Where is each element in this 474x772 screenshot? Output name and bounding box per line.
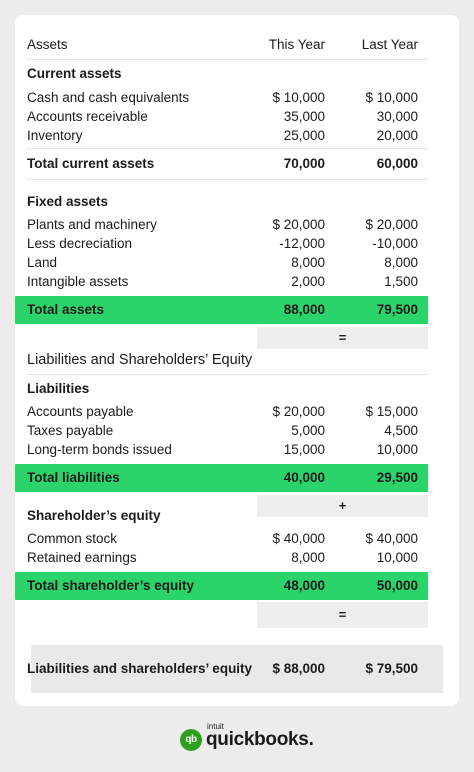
equals-operator: = <box>257 602 428 628</box>
last-year-value: $ 10,000 <box>365 90 418 105</box>
this-year-value: $ 20,000 <box>272 217 325 232</box>
last-year-value: 10,000 <box>376 550 418 565</box>
row-label: Total assets <box>27 302 105 317</box>
header-row <box>15 35 428 55</box>
last-year-value: 1,500 <box>384 274 418 289</box>
last-year-header: Last Year <box>361 37 418 52</box>
section-title: Liabilities <box>27 381 90 396</box>
last-year-value: $ 40,000 <box>365 531 418 546</box>
this-year-value: 35,000 <box>283 109 325 124</box>
total-assets-row <box>15 296 428 324</box>
row-label: Plants and machinery <box>27 217 157 232</box>
row-label: Intangible assets <box>27 274 129 289</box>
liabilities-equity-title <box>15 350 428 370</box>
assets-header: Assets <box>27 37 68 52</box>
row-label: Land <box>27 255 58 270</box>
this-year-value: 2,000 <box>291 274 325 289</box>
divider <box>27 179 428 180</box>
last-year-value: 30,000 <box>376 109 418 124</box>
last-year-value: $ 20,000 <box>365 217 418 232</box>
quickbooks-logo <box>180 722 314 753</box>
last-year-value: -10,000 <box>372 236 418 251</box>
this-year-value: 70,000 <box>283 156 325 171</box>
this-year-value: 8,000 <box>291 255 325 270</box>
table-row <box>15 234 428 254</box>
last-year-value: $ 15,000 <box>365 404 418 419</box>
last-year-value: $ 79,500 <box>365 661 418 676</box>
equals-operator: = <box>257 327 428 349</box>
this-year-value: 48,000 <box>283 578 325 593</box>
divider <box>27 374 428 375</box>
logo-wordmark <box>206 722 314 751</box>
table-row <box>15 421 428 441</box>
total-current-assets-row <box>15 154 428 174</box>
divider <box>27 59 428 60</box>
section-title: Current assets <box>27 66 122 81</box>
this-year-value: 8,000 <box>291 550 325 565</box>
total-liabilities-row <box>15 464 428 492</box>
table-row <box>15 402 428 422</box>
table-row <box>15 88 428 108</box>
divider <box>27 148 428 149</box>
this-year-header: This Year <box>268 37 325 52</box>
row-label: Total liabilities <box>27 470 120 485</box>
row-label: Total shareholder’s equity <box>27 578 195 593</box>
this-year-value: 88,000 <box>283 302 325 317</box>
row-label: Accounts receivable <box>27 109 148 124</box>
this-year-value: 40,000 <box>283 470 325 485</box>
section-title: Liabilities and Shareholders’ Equity <box>27 352 253 368</box>
last-year-value: 29,500 <box>376 470 418 485</box>
row-label: Long-term bonds issued <box>27 442 172 457</box>
table-row <box>15 253 428 273</box>
plus-operator: + <box>257 495 428 517</box>
last-year-value: 20,000 <box>376 128 418 143</box>
quickbooks-label: quickbooks. <box>206 729 314 750</box>
last-year-value: 50,000 <box>376 578 418 593</box>
current-assets-heading <box>15 64 428 84</box>
this-year-value: $ 20,000 <box>272 404 325 419</box>
row-label: Accounts payable <box>27 404 134 419</box>
liabilities-heading <box>15 379 428 399</box>
table-row <box>15 126 428 146</box>
fixed-assets-heading <box>15 192 428 212</box>
this-year-value: 25,000 <box>283 128 325 143</box>
last-year-value: 10,000 <box>376 442 418 457</box>
row-label: Less decreciation <box>27 236 133 251</box>
row-label: Retained earnings <box>27 550 137 565</box>
qb-badge-icon: qb <box>180 729 202 751</box>
last-year-value: 60,000 <box>376 156 418 171</box>
this-year-value: $ 40,000 <box>272 531 325 546</box>
last-year-value: 8,000 <box>384 255 418 270</box>
this-year-value: 15,000 <box>283 442 325 457</box>
total-equity-row <box>15 572 428 600</box>
table-row <box>15 215 428 235</box>
this-year-value: 5,000 <box>291 423 325 438</box>
this-year-value: $ 10,000 <box>272 90 325 105</box>
last-year-value: 4,500 <box>384 423 418 438</box>
table-row <box>15 440 428 460</box>
last-year-value: 79,500 <box>376 302 418 317</box>
row-label: Cash and cash equivalents <box>27 90 190 105</box>
section-title: Fixed assets <box>27 194 109 209</box>
row-label: Liabilities and shareholders’ equity <box>27 661 253 676</box>
intuit-label: intuit <box>207 722 224 731</box>
this-year-value: $ 88,000 <box>272 661 325 676</box>
section-title: Shareholder’s equity <box>27 508 161 523</box>
row-label: Total current assets <box>27 156 155 171</box>
row-label: Inventory <box>27 128 83 143</box>
table-row <box>15 272 428 292</box>
row-label: Common stock <box>27 531 118 546</box>
this-year-value: -12,000 <box>279 236 325 251</box>
row-label: Taxes payable <box>27 423 114 438</box>
table-row <box>15 529 428 549</box>
table-row <box>15 548 428 568</box>
grand-total-row <box>15 658 428 680</box>
table-row <box>15 107 428 127</box>
equity-heading <box>15 506 428 526</box>
